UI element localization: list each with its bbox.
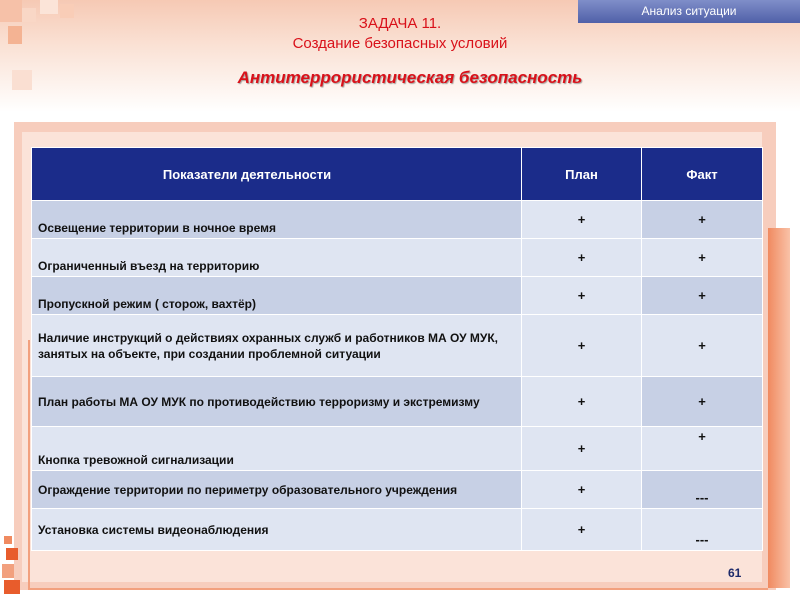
- row-indicator: Наличие инструкций о действиях охранных служб и работников МА ОУ МУК, занятых на объекте, при создании проблемной ситуации: [32, 315, 522, 377]
- deco-square: [60, 4, 74, 18]
- row-fact: +: [642, 377, 763, 427]
- row-indicator: План работы МА ОУ МУК по противодействию терроризму и экстремизму: [32, 377, 522, 427]
- row-fact: +: [642, 315, 763, 377]
- table-row: [32, 239, 763, 277]
- deco-square: [4, 580, 20, 594]
- deco-square: [0, 0, 22, 22]
- column-header-indicators: Показатели деятельности: [32, 148, 522, 201]
- deco-square: [6, 548, 18, 560]
- row-fact: +: [642, 239, 763, 277]
- deco-square: [12, 70, 32, 90]
- row-fact: ---: [642, 471, 763, 509]
- deco-square: [4, 536, 12, 544]
- table-row: [32, 201, 763, 239]
- row-fact: ---: [642, 509, 763, 551]
- row-fact: +: [642, 277, 763, 315]
- column-header-plan: План: [522, 148, 642, 201]
- row-indicator: Пропускной режим ( сторож, вахтёр): [32, 277, 522, 315]
- page-subtitle: Антитеррористическая безопасность: [237, 68, 583, 87]
- row-indicator: Ограниченный въезд на территорию: [32, 239, 522, 277]
- row-fact: +: [642, 201, 763, 239]
- task-title: [220, 14, 580, 54]
- row-plan: +: [522, 509, 642, 551]
- task-number: ЗАДАЧА 11.: [358, 15, 442, 32]
- table-header-row: [32, 148, 763, 201]
- row-indicator: Освещение территории в ночное время: [32, 201, 522, 239]
- left-line: [28, 340, 30, 590]
- table-row: [32, 377, 763, 427]
- row-plan: +: [522, 277, 642, 315]
- row-indicator: Ограждение территории по периметру образовательного учреждения: [32, 471, 522, 509]
- row-indicator: Установка системы видеонаблюдения: [32, 509, 522, 551]
- deco-square: [8, 26, 22, 44]
- row-indicator: Кнопка тревожной сигнализации: [32, 427, 522, 471]
- row-plan: +: [522, 239, 642, 277]
- task-description: Создание безопасных условий: [292, 35, 508, 52]
- table-row: [32, 471, 763, 509]
- table-row: [32, 509, 763, 551]
- row-plan: +: [522, 377, 642, 427]
- row-plan: +: [522, 471, 642, 509]
- indicators-table: [31, 147, 763, 551]
- deco-square: [2, 564, 14, 578]
- bottom-line: [28, 588, 768, 590]
- row-plan: +: [522, 315, 642, 377]
- row-plan: +: [522, 427, 642, 471]
- row-plan: +: [522, 201, 642, 239]
- deco-square: [22, 8, 36, 22]
- page-number: 61: [728, 566, 742, 580]
- section-badge: Анализ ситуации: [578, 0, 800, 23]
- right-stripe: [768, 228, 790, 588]
- table-row: [32, 315, 763, 377]
- row-fact: +: [642, 427, 763, 471]
- deco-square: [40, 0, 58, 14]
- table-row: [32, 277, 763, 315]
- column-header-fact: Факт: [642, 148, 763, 201]
- table-row: [32, 427, 763, 471]
